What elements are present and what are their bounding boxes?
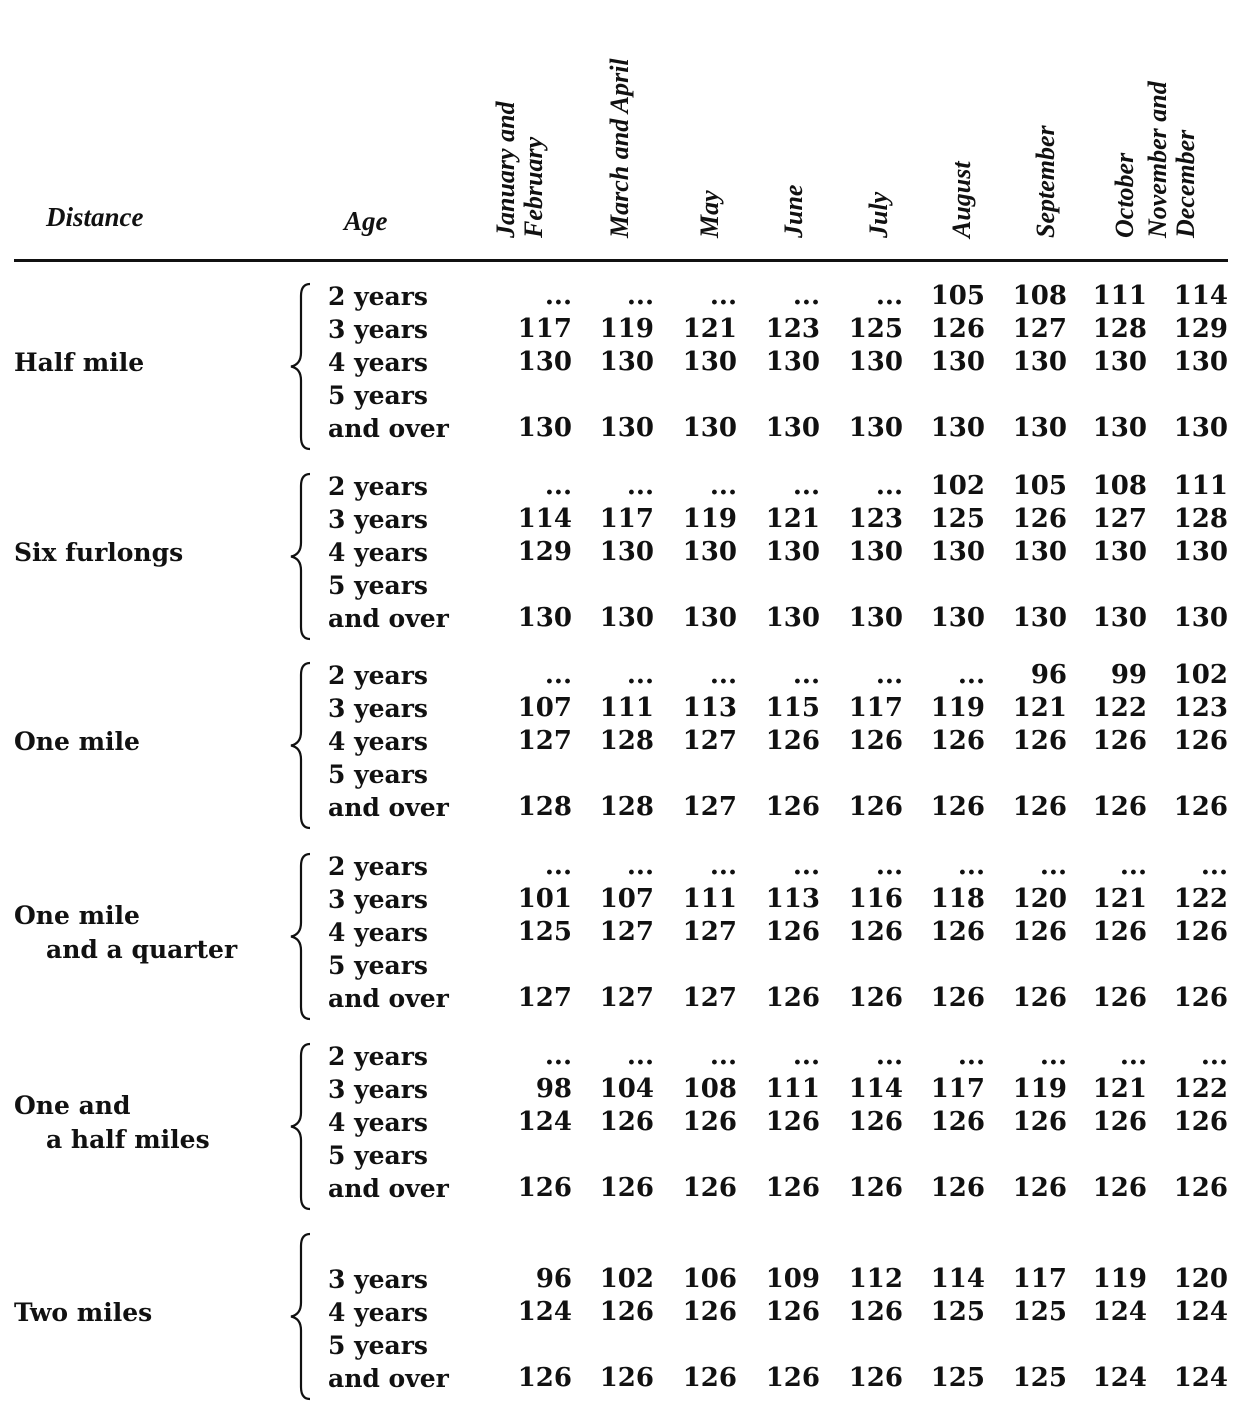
table-cell: ... [626,660,654,690]
table-cell: 127 [682,983,737,1013]
table-cell: ... [626,1041,654,1071]
age-label: 2 years [328,661,428,690]
table-cell: 128 [517,792,572,822]
table-cell: 130 [1092,413,1147,443]
table-cell: 130 [765,347,820,377]
table-cell: ... [792,851,820,881]
table-cell: 126 [1092,792,1147,822]
age-label: and over [328,793,449,822]
table-cell: 126 [1173,1107,1228,1137]
age-label: 4 years [328,1108,428,1137]
table-cell: 102 [930,471,985,501]
table-cell: 130 [599,413,654,443]
table-cell: 126 [1173,792,1228,822]
age-label: 3 years [328,885,428,914]
table-cell: 126 [765,1297,820,1327]
age-column-header: Age [344,206,388,236]
month-header: September [1031,125,1060,238]
group-brace [284,852,314,1021]
table-cell: 130 [599,347,654,377]
table-cell: ... [626,471,654,501]
table-cell: 113 [765,884,820,914]
age-label: 2 years [328,1042,428,1071]
table-cell: 124 [1173,1363,1228,1393]
table-cell: 126 [1012,726,1067,756]
table-cell: 126 [599,1107,654,1137]
table-cell: 107 [517,693,572,723]
table-cell: ... [544,1041,572,1071]
table-cell: 116 [848,884,903,914]
table-cell: 125 [930,1297,985,1327]
age-label: 4 years [328,918,428,947]
distance-label-line: Half mile [14,347,145,377]
table-cell: 127 [1092,504,1147,534]
table-cell: 126 [930,1107,985,1137]
table-cell: 127 [1012,314,1067,344]
table-cell: 130 [682,603,737,633]
table-cell: 126 [1092,726,1147,756]
table-cell: 126 [848,1297,903,1327]
table-cell: 113 [682,693,737,723]
table-cell: 126 [930,314,985,344]
table-cell: 119 [1092,1264,1147,1294]
table-cell: ... [957,1041,985,1071]
table-cell: 130 [1092,603,1147,633]
table-cell: 108 [1092,471,1147,501]
table-cell: 126 [1173,917,1228,947]
table-cell: 130 [1012,603,1067,633]
table-cell: ... [875,660,903,690]
table-cell: ... [709,1041,737,1071]
table-cell: 128 [599,792,654,822]
table-cell: 130 [765,603,820,633]
month-header: August [947,161,976,238]
table-cell: 125 [930,504,985,534]
table-cell: 126 [848,726,903,756]
distance-label-line: Six furlongs [14,537,184,567]
table-cell: 126 [765,983,820,1013]
table-cell: 126 [682,1173,737,1203]
table-cell: 120 [1173,1264,1228,1294]
table-cell: ... [709,660,737,690]
age-label: and over [328,1364,449,1393]
table-cell: 108 [1012,281,1067,311]
table-cell: ... [957,851,985,881]
table-cell: ... [1200,1041,1228,1071]
table-cell: ... [792,471,820,501]
table-cell: 123 [765,314,820,344]
table-cell: 104 [599,1074,654,1104]
table-cell: 114 [1173,281,1228,311]
table-cell: 128 [1092,314,1147,344]
age-label: 4 years [328,727,428,756]
table-cell: 123 [1173,693,1228,723]
table-cell: 126 [930,983,985,1013]
distance-label [14,346,144,380]
age-label: 2 years [328,852,428,881]
month-header: March and April [605,58,634,238]
month-header: November and December [1143,81,1200,238]
table-cell: 130 [1173,603,1228,633]
table-cell: 122 [1173,884,1228,914]
age-label: and over [328,1174,449,1203]
table-cell: 111 [1092,281,1147,311]
table-cell: 130 [930,537,985,567]
table-cell: 130 [930,413,985,443]
table-cell: 128 [599,726,654,756]
table-cell: 130 [517,603,572,633]
table-cell: 130 [517,413,572,443]
table-cell: 125 [1012,1363,1067,1393]
table-cell: 117 [930,1074,985,1104]
table-cell: ... [626,851,654,881]
table-cell: ... [544,660,572,690]
table-cell: ... [626,281,654,311]
table-cell: 126 [1012,792,1067,822]
table-cell: 105 [1012,471,1067,501]
table-cell: 114 [517,504,572,534]
table-cell: 126 [930,1173,985,1203]
table-cell: 124 [517,1107,572,1137]
table-cell: 129 [1173,314,1228,344]
table-cell: 126 [682,1363,737,1393]
table-cell: 117 [599,504,654,534]
table-cell: 130 [848,347,903,377]
table-cell: 119 [930,693,985,723]
table-cell: 126 [1012,1107,1067,1137]
table-cell: 127 [517,983,572,1013]
table-cell: 125 [517,917,572,947]
age-label: 4 years [328,1298,428,1327]
table-cell: ... [792,281,820,311]
table-cell: 111 [682,884,737,914]
age-label: 2 years [328,472,428,501]
table-cell: ... [792,1041,820,1071]
table-cell: 126 [1173,1173,1228,1203]
table-cell: 125 [848,314,903,344]
table-cell: 117 [517,314,572,344]
table-cell: 130 [1092,347,1147,377]
table-cell: 99 [1110,660,1147,690]
brace-path [291,663,310,828]
table-cell: 121 [682,314,737,344]
table-cell: 126 [930,917,985,947]
table-cell: 126 [848,983,903,1013]
table-cell: 126 [599,1173,654,1203]
table-cell: 130 [1173,347,1228,377]
table-cell: 123 [848,504,903,534]
distance-label-line: One mile [14,726,140,756]
table-cell: 126 [765,1173,820,1203]
distance-label [14,536,183,570]
distance-label-line: One mile [14,900,140,930]
table-cell: 126 [517,1363,572,1393]
table-cell: 126 [848,1107,903,1137]
table-cell: 126 [848,792,903,822]
table-cell: 130 [1012,537,1067,567]
table-cell: 125 [1012,1297,1067,1327]
age-label: 4 years [328,348,428,377]
age-label: 3 years [328,315,428,344]
table-cell: 122 [1173,1074,1228,1104]
group-brace [284,282,314,451]
table-cell: 127 [599,983,654,1013]
table-cell: 130 [848,537,903,567]
table-cell: 129 [517,537,572,567]
table-cell: ... [1119,851,1147,881]
age-label: 4 years [328,538,428,567]
age-label: 5 years [328,571,428,600]
table-cell: 120 [1012,884,1067,914]
age-label: and over [328,414,449,443]
table-cell: 124 [1092,1297,1147,1327]
table-cell: 126 [517,1173,572,1203]
age-label: 5 years [328,381,428,410]
table-cell: 124 [517,1297,572,1327]
brace-path [291,474,310,639]
table-cell: 130 [1092,537,1147,567]
table-cell: ... [875,281,903,311]
table-cell: 130 [930,603,985,633]
table-cell: ... [792,660,820,690]
table-cell: 130 [1012,413,1067,443]
month-header: October [1110,152,1139,238]
table-cell: 126 [1173,983,1228,1013]
table-cell: 117 [1012,1264,1067,1294]
month-header: July [864,191,893,238]
distance-column-header: Distance [46,202,144,232]
table-cell: 126 [682,1297,737,1327]
distance-label [14,725,140,759]
table-cell: ... [1200,851,1228,881]
distance-label [14,1296,152,1330]
table-cell: 126 [1012,917,1067,947]
table-cell: 130 [930,347,985,377]
table-cell: 106 [682,1264,737,1294]
table-cell: 130 [517,347,572,377]
table-cell: ... [1119,1041,1147,1071]
table-cell: ... [875,851,903,881]
table-cell: 126 [599,1363,654,1393]
brace-path [291,854,310,1019]
age-label: 5 years [328,951,428,980]
distance-label-line: One and [14,1090,131,1120]
distance-label-line: a half miles [46,1124,210,1154]
table-cell: 126 [765,1107,820,1137]
table-cell: 126 [1173,726,1228,756]
header-rule [14,259,1228,262]
table-cell: 117 [848,693,903,723]
table-cell: 130 [599,537,654,567]
table-cell: 126 [1092,1173,1147,1203]
table-cell: 126 [848,1173,903,1203]
table-cell: ... [544,281,572,311]
age-label: 3 years [328,1075,428,1104]
age-label: 5 years [328,1141,428,1170]
table-cell: 112 [848,1264,903,1294]
table-cell: 105 [930,281,985,311]
table-cell: 119 [682,504,737,534]
table-cell: 126 [848,1363,903,1393]
month-header: January and February [491,101,548,238]
table-cell: 126 [599,1297,654,1327]
table-cell: 121 [765,504,820,534]
table-cell: 101 [517,884,572,914]
table-cell: 128 [1173,504,1228,534]
table-cell: 111 [1173,471,1228,501]
table-cell: 111 [599,693,654,723]
table-cell: ... [709,281,737,311]
table-cell: 98 [535,1074,572,1104]
table-cell: 102 [599,1264,654,1294]
table-cell: 126 [930,792,985,822]
table-cell: 126 [1092,917,1147,947]
table-cell: 125 [930,1363,985,1393]
age-label: 5 years [328,1331,428,1360]
table-cell: 130 [682,413,737,443]
table-cell: ... [544,851,572,881]
age-label: 3 years [328,1265,428,1294]
table-cell: 109 [765,1264,820,1294]
brace-path [291,1044,310,1209]
table-cell: 126 [1012,983,1067,1013]
age-label: and over [328,604,449,633]
age-label: 5 years [328,760,428,789]
table-cell: 130 [848,603,903,633]
table-cell: 124 [1173,1297,1228,1327]
table-cell: 102 [1173,660,1228,690]
table-cell: 126 [1012,504,1067,534]
brace-path [291,1234,310,1399]
table-cell: 126 [765,1363,820,1393]
distance-label-line: and a quarter [46,934,238,964]
distance-label [14,899,237,967]
group-brace [284,1042,314,1211]
table-cell: 124 [1092,1363,1147,1393]
table-cell: 96 [1030,660,1067,690]
table-cell: ... [544,471,572,501]
table-cell: 126 [682,1107,737,1137]
group-brace [284,472,314,641]
table-cell: 121 [1012,693,1067,723]
table-cell: 111 [765,1074,820,1104]
table-cell: 119 [1012,1074,1067,1104]
distance-label [14,1089,210,1157]
group-brace [284,1232,314,1401]
table-cell: 108 [682,1074,737,1104]
table-cell: 114 [848,1074,903,1104]
table-cell: 130 [765,537,820,567]
table-cell: 127 [682,917,737,947]
distance-label-line: Two miles [14,1297,153,1327]
table-cell: ... [1039,851,1067,881]
table-cell: 96 [535,1264,572,1294]
age-label: 2 years [328,282,428,311]
table-cell: 126 [1092,1107,1147,1137]
table-cell: 130 [599,603,654,633]
table-cell: 115 [765,693,820,723]
table-cell: 126 [1092,983,1147,1013]
month-header: June [779,184,808,238]
table-cell: 119 [599,314,654,344]
table-cell: ... [875,471,903,501]
table-cell: ... [709,851,737,881]
table-cell: 127 [682,792,737,822]
table-cell: 130 [1012,347,1067,377]
brace-path [291,284,310,449]
table-cell: ... [709,471,737,501]
table-cell: 127 [599,917,654,947]
table-cell: 126 [765,917,820,947]
table-cell: 127 [517,726,572,756]
table-cell: 121 [1092,884,1147,914]
table-cell: 127 [682,726,737,756]
table-cell: ... [875,1041,903,1071]
month-header: May [695,190,724,238]
table-cell: 107 [599,884,654,914]
table-cell: ... [957,660,985,690]
table-cell: 130 [765,413,820,443]
age-label: 3 years [328,505,428,534]
table-cell: 114 [930,1264,985,1294]
table-cell: 130 [1173,537,1228,567]
table-cell: 130 [1173,413,1228,443]
table-cell: 126 [765,726,820,756]
table-cell: 130 [682,347,737,377]
table-cell: ... [1039,1041,1067,1071]
age-label: 3 years [328,694,428,723]
group-brace [284,661,314,830]
table-cell: 118 [930,884,985,914]
age-label: and over [328,984,449,1013]
table-cell: 126 [930,726,985,756]
table-cell: 126 [765,792,820,822]
table-cell: 130 [682,537,737,567]
table-cell: 122 [1092,693,1147,723]
table-cell: 126 [848,917,903,947]
table-cell: 130 [848,413,903,443]
table-cell: 126 [1012,1173,1067,1203]
table-cell: 121 [1092,1074,1147,1104]
